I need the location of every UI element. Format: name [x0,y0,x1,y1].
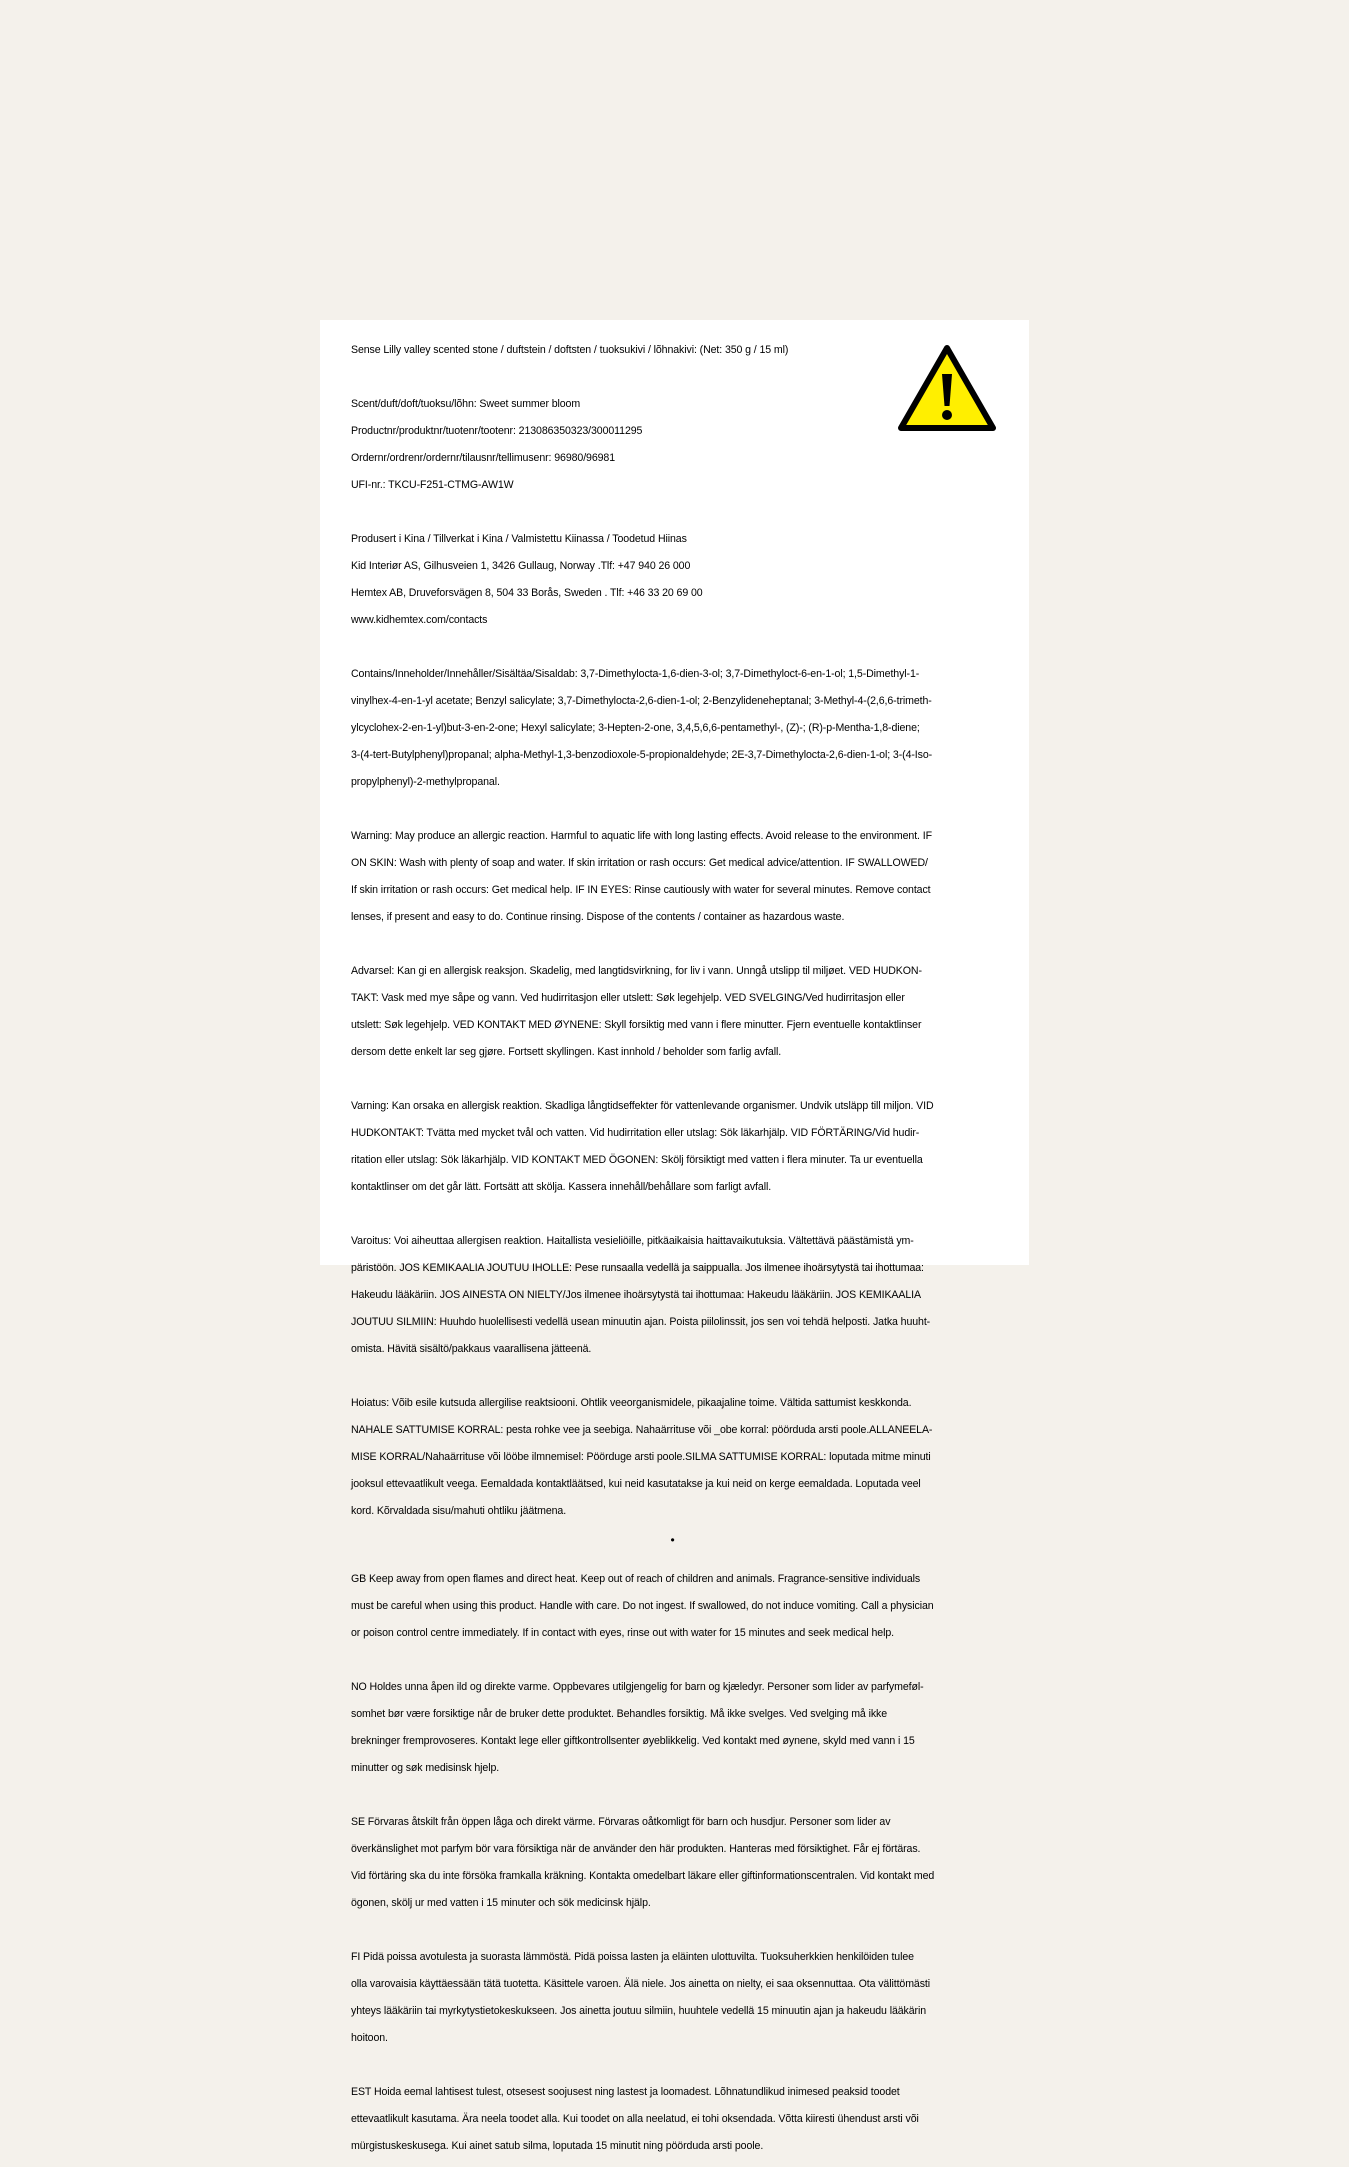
warning-fi-line: Varoitus: Voi aiheuttaa allergisen reaktion. Haitallista vesieliöille, pitkäaikaisia haittavaikutuksia. Vältettävä päästämistä ym- [351,1234,914,1247]
order-number-line: Ordernr/ordrenr/ordernr/tilausnr/tellimusenr: 96980/96981 [351,451,615,464]
safety-no-line: minutter og søk medisinsk hjelp. [351,1761,500,1774]
warning-fi-block [351,1221,991,1370]
label-sheet [320,320,1029,2152]
warning-no-block [351,951,991,1073]
product-title-text: Sense Lilly valley scented stone / duftstein / doftsten / tuoksukivi / lõhnakivi: (Net: 350 g / 15 ml) [351,343,789,356]
safety-se-line: överkänslighet mot parfym bör vara försiktiga när de använder den här produkten. Hanteras med försiktighet. Får ej förtäras. [351,1842,921,1855]
safety-no-line: brekninger fremprovoseres. Kontakt lege eller giftkontrollsenter øyeblikkelig. Ved kontakt med øynene, skyld med vann i 15 [351,1734,915,1747]
safety-se-block [351,1802,991,1924]
warning-no-line: TAKT: Vask med mye såpe og vann. Ved hudirritasjon eller utslett: Søk legehjelp. VED SVELGING/Ved hudirritasjon eller [351,991,905,1004]
safety-est-block [351,2072,991,2167]
hemtex-address-line: Hemtex AB, Druveforsvägen 8, 504 33 Borås, Sweden . Tlf: +46 33 20 69 00 [351,586,703,599]
safety-fi-line: olla varovaisia käyttäessään tätä tuotetta. Käsittele varoen. Älä niele. Jos ainetta on nielty, ei saa oksennuttaa. Ota välittömästi [351,1977,931,1990]
country-of-origin-line: Produsert i Kina / Tillverkat i Kina / Valmistettu Kiinassa / Toodetud Hiinas [351,532,687,545]
safety-se-line: ögonen, skölj ur med vatten i 15 minuter och sök medicinsk hjälp. [351,1896,651,1909]
product-title [351,330,991,371]
safety-no-line: NO Holdes unna åpen ild og direkte varme. Oppbevares utilgjengelig for barn og kjæledyr. Personer som lider av parfymeføl- [351,1680,924,1693]
contains-line: ylcyclohex-2-en-1-yl)but-3-en-2-one; Hexyl salicylate; 3-Hepten-2-one, 3,4,5,6,6-pentamethyl-, (Z)-; (R)-p-Mentha-1,8-diene; [351,721,920,734]
safety-gb-line: or poison control centre immediately. If in contact with eyes, rinse out with water for 15 minutes and seek medical help. [351,1626,894,1639]
contains-line: 3-(4-tert-Butylphenyl)propanal; alpha-Methyl-1,3-benzodioxole-5-propionaldehyde; 2E-3,7-Dimethylocta-2,6-dien-1-ol; 3-(4-Iso- [351,748,933,761]
separator-dot: • [670,1533,675,1547]
safety-fi-line: hoitoon. [351,2031,388,2044]
warning-est-line: jooksul ettevaatlikult veega. Eemaldada kontaktläätsed, kui neid kasutatakse ja kui neid on kerge eemaldada. Loputada veel [351,1477,921,1490]
warning-triangle-icon [897,344,997,432]
contains-block [351,654,991,803]
safety-no-line: somhet bør være forsiktige når de bruker dette produktet. Behandles forsiktig. Må ikke svelges. Ved svelging må ikke [351,1707,888,1720]
warning-est-line: Hoiatus: Võib esile kutsuda allergilise reaktsiooni. Ohtlik veeorganismidele, pikaajaline toime. Vältida sattumist keskkonda. [351,1396,912,1409]
warning-no-line: dersom dette enkelt lar seg gjøre. Fortsett skyllingen. Kast innhold / beholder som farlig avfall. [351,1045,782,1058]
contains-line: vinylhex-4-en-1-yl acetate; Benzyl salicylate; 3,7-Dimethylocta-2,6-dien-1-ol; 2-Benzylideneheptanal; 3-Methyl-4-(2,6,6-trimeth- [351,694,932,707]
safety-fi-block [351,1937,991,2059]
warning-est-line: NAHALE SATTUMISE KORRAL: pesta rohke vee ja seebiga. Nahaärrituse või _obe korral: pöörduda arsti poole.ALLANEELA- [351,1423,933,1436]
safety-se-line: SE Förvaras åtskilt från öppen låga och direkt värme. Förvaras oåtkomligt för barn och husdjur. Personer som lider av [351,1815,891,1828]
safety-gb-line: must be careful when using this product. Handle with care. Do not ingest. If swallowed, do not induce vomiting. Call a physician [351,1599,934,1612]
warning-est-line: MISE KORRAL/Nahaärrituse või lööbe ilmnemisel: Pöörduge arsti poole.SILMA SATTUMISE KORRAL: loputada mitme minuti [351,1450,931,1463]
safety-fi-line: yhteys lääkäriin tai myrkytystietokeskukseen. Jos ainetta joutuu silmiin, huuhtele vedellä 15 minuutin ajan ja hakeudu lääkärin [351,2004,926,2017]
warning-en-line: Warning: May produce an allergic reaction. Harmful to aquatic life with long lasting effects. Avoid release to the environment. IF [351,829,932,842]
warning-en-line: lenses, if present and easy to do. Continue rinsing. Dispose of the contents / container as hazardous waste. [351,910,845,923]
contains-line: Contains/Inneholder/Innehåller/Sisältäa/Sisaldab: 3,7-Dimethylocta-1,6-dien-3-ol; 3,7-Dimethyloct-6-en-1-ol; 1,5-Dimethyl-1- [351,667,920,680]
safety-gb-line: GB Keep away from open flames and direct heat. Keep out of reach of children and animals. Fragrance-sensitive individuals [351,1572,921,1585]
product-info-block [351,384,991,506]
warning-fi-line: päristöön. JOS KEMIKAALIA JOUTUU IHOLLE: Pese runsaalla vedellä ja saippualla. Jos ilmenee ihoärsytystä tai ihottumaa: [351,1261,924,1274]
safety-est-line: ettevaatlikult kasutama. Ära neela toodet alla. Kui toodet on alla neelatud, ei tohi oksendada. Võtta kiiresti ühendust arsti või [351,2112,919,2125]
scent-line: Scent/duft/doft/tuoksu/lõhn: Sweet summer bloom [351,397,581,410]
warning-est-block [351,1383,991,1532]
safety-gb-block [351,1559,991,1654]
safety-fi-line: FI Pidä poissa avotulesta ja suorasta lämmöstä. Pidä poissa lasten ja eläinten ulottuvilta. Tuoksuherkkien henkilöiden tulee [351,1950,914,1963]
warning-se-line: HUDKONTAKT: Tvätta med mycket tvål och vatten. Vid hudirritation eller utslag: Sök läkarhjälp. VID FÖRTÄRING/Vid hudir- [351,1126,920,1139]
safety-est-line: EST Hoida eemal lahtisest tulest, otsesest soojusest ning lastest ja loomadest. Lõhnatundlikud inimesed peaksid toodet [351,2085,900,2098]
warning-se-line: Varning: Kan orsaka en allergisk reaktion. Skadliga långtidseffekter för vattenlevande organismer. Undvik utsläpp till miljon. VID [351,1099,934,1112]
warning-no-line: Advarsel: Kan gi en allergisk reaksjon. Skadelig, med langtidsvirkning, for liv i vann. Unngå utslipp til miljøet. VED HUDKON- [351,964,922,977]
warning-est-line: kord. Kõrvaldada sisu/mahuti ohtliku jäätmena. [351,1504,567,1517]
safety-est-line: mürgistuskeskusega. Kui ainet satub silma, loputada 15 minutit ning pöörduda arsti poole. [351,2139,764,2152]
warning-se-line: kontaktlinser om det går lätt. Fortsätt att skölja. Kassera innehåll/behållare som farligt avfall. [351,1180,772,1193]
warning-fi-line: Hakeudu lääkäriin. JOS AINESTA ON NIELTY/Jos ilmenee ihoärsytystä tai ihottumaa: Hakeudu lääkäriin. JOS KEMIKAALIA [351,1288,921,1301]
contains-line: propylphenyl)-2-methylpropanal. [351,775,500,788]
product-number-line: Productnr/produktnr/tuotenr/tootenr: 213086350323/300011295 [351,424,643,437]
kid-interior-address-line: Kid Interiør AS, Gilhusveien 1, 3426 Gullaug, Norway .Tlf: +47 940 26 000 [351,559,691,572]
warning-fi-line: JOUTUU SILMIIN: Huuhdo huolellisesti vedellä usean minuutin ajan. Poista piilolinssit, jos sen voi tehdä helposti. Jatka huuht- [351,1315,931,1328]
warning-en-line: If skin irritation or rash occurs: Get medical help. IF IN EYES: Rinse cautiously with water for several minutes. Remove contact [351,883,931,896]
producer-info-block [351,519,991,641]
safety-se-line: Vid förtäring ska du inte försöka framkalla kräkning. Kontakta omedelbart läkare eller giftinformationscentralen. Vid kontakt med [351,1869,935,1882]
ufi-number-line: UFI-nr.: TKCU-F251-CTMG-AW1W [351,478,514,491]
website-line: www.kidhemtex.com/contacts [351,613,488,626]
warning-se-line: ritation eller utslag: Sök läkarhjälp. VID KONTAKT MED ÖGONEN: Skölj försiktigt med vatten i flera minuter. Ta ur eventuella [351,1153,923,1166]
safety-no-block [351,1667,991,1789]
warning-en-line: ON SKIN: Wash with plenty of soap and water. If skin irritation or rash occurs: Get medical advice/attention. IF SWALLOWED/ [351,856,928,869]
warning-no-line: utslett: Søk legehjelp. VED KONTAKT MED ØYNENE: Skyll forsiktig med vann i flere minutter. Fjern eventuelle kontaktlinser [351,1018,922,1031]
warning-en-block [351,816,991,938]
warning-se-block [351,1086,991,1208]
warning-fi-line: omista. Hävitä sisältö/pakkaus vaarallisena jätteenä. [351,1342,592,1355]
